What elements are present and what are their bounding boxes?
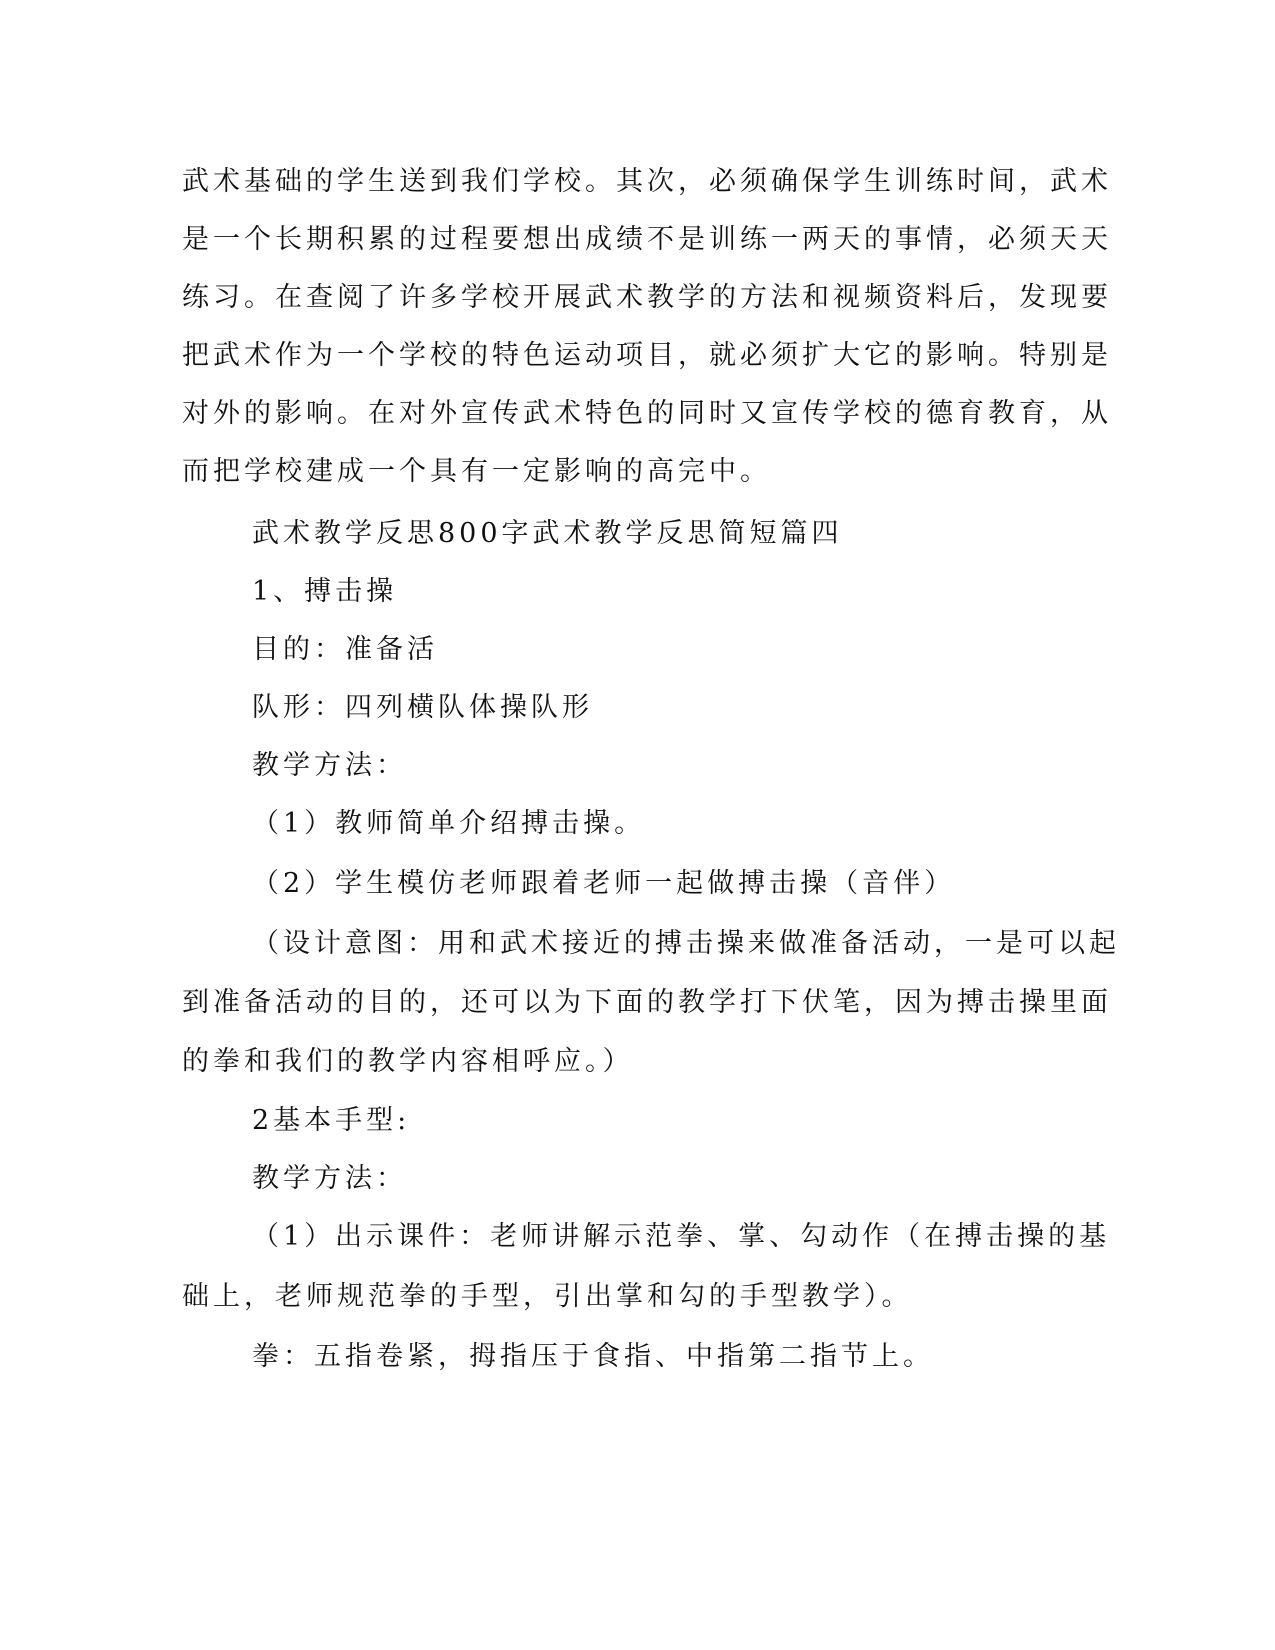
paragraph-line: 而把学校建成一个具有一定影响的高完中。 (182, 456, 771, 487)
paragraph-line: （2）学生模仿老师跟着老师一起做搏击操（音伴） (252, 868, 956, 899)
paragraph-line: 到准备活动的目的，还可以为下面的教学打下伏笔，因为搏击操里面 (182, 987, 1112, 1018)
paragraph-line: 础上，老师规范拳的手型，引出掌和勾的手型教学）。 (182, 1281, 913, 1312)
paragraph-line: 武术基础的学生送到我们学校。其次，必须确保学生训练时间，武术 (182, 166, 1112, 197)
paragraph-line: 的拳和我们的教学内容相呼应。） (182, 1046, 634, 1077)
paragraph-line: （设计意图：用和武术接近的搏击操来做准备活动，一是可以起 (252, 928, 1120, 959)
paragraph-line: 队形：四列横队体操队形 (252, 692, 593, 723)
paragraph-line: 教学方法： (252, 1163, 407, 1194)
paragraph-line: 教学方法： (252, 750, 407, 781)
paragraph-line: 对外的影响。在对外宣传武术特色的同时又宣传学校的德育教育，从 (182, 398, 1112, 429)
paragraph-line: （1）出示课件：老师讲解示范拳、掌、勾动作（在搏击操的基 (252, 1221, 1111, 1252)
item-heading: 1、搏击操 (252, 576, 398, 607)
paragraph-line: 把武术作为一个学校的特色运动项目，就必须扩大它的影响。特别是 (182, 340, 1112, 371)
paragraph-line: 目的：准备活 (252, 634, 438, 665)
paragraph-line: （1）教师简单介绍搏击操。 (252, 808, 646, 839)
paragraph-line: 是一个长期积累的过程要想出成绩不是训练一两天的事情，必须天天 (182, 224, 1112, 255)
paragraph-line: 练习。在查阅了许多学校开展武术教学的方法和视频资料后，发现要 (182, 282, 1112, 313)
item-heading: 2基本手型: (252, 1105, 411, 1136)
section-heading: 武术教学反思800字武术教学反思简短篇四 (252, 518, 843, 549)
paragraph-line: 拳：五指卷紧，拇指压于食指、中指第二指节上。 (252, 1341, 934, 1372)
